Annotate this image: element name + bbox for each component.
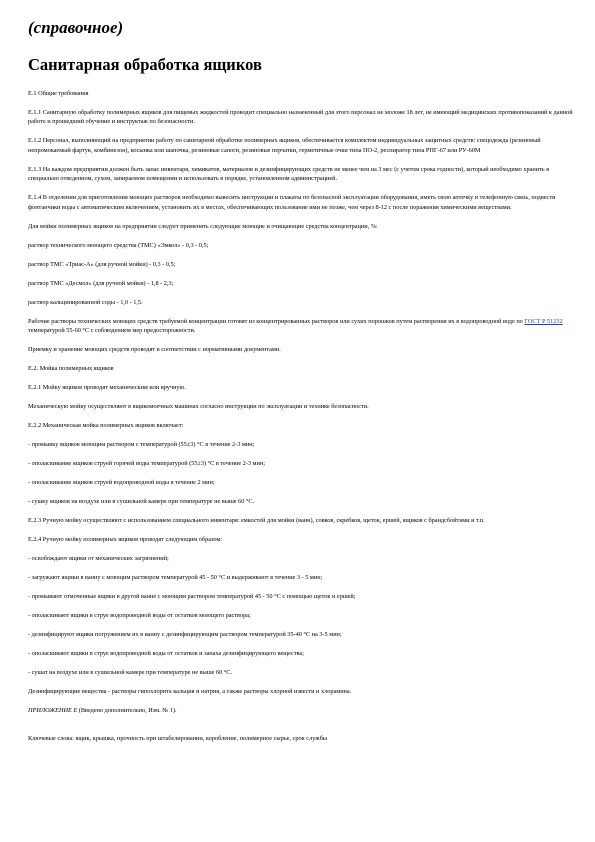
paragraph-e2-2: Е.2.2 Механическая мойка полимерных ящиков включает: [28, 422, 184, 430]
list-item-manual-step: - промывают отмоченные ящики в другой ванне с моющим раствором температурой 45 - 50 °С с помощью щеток и ершей; [28, 593, 356, 601]
list-item-manual-step: - освобождают ящики от механических загрязнений; [28, 555, 169, 563]
paragraph-e1-3: Е.1.3 На каждом предприятии должен быть запас инвентаря, химикатов, материалов и дезинфицирующих средств не менее чем на 3 мес (с учетом срока годности), который необходимо хранить в специально отведенном, сухом, запираемом помещении и использовать в порядке, установленном администрацией. [28, 165, 550, 183]
list-item-manual-step: - дезинфицируют ящики погружением их в ванну с дезинфицирующим раствором температурой 35-40 °С на 3-5 мин; [28, 631, 342, 639]
list-item-manual-step: - сушат на воздухе или в сушильной камере при температуре не выше 60 °С. [28, 669, 233, 677]
paragraph-e2-3: Е.2.3 Ручную мойку осуществляют с использованием специального инвентаря: емкостей для мойки (ванн), совков, скребков, щеток, ершей, ящиков с брандсбойтами и т.п. [28, 517, 485, 525]
list-item-detergent-trias: раствор ТМС «Триас-А» (для ручной мойки) - 0,3 - 0,5; [28, 260, 176, 268]
paragraph-text: температурой 55-60 °С с соблюдением мер предосторожности. [28, 327, 196, 335]
list-item-wash-step: - сушку ящиков на воздухе или в сушильной камере при температуре не выше 60 °С. [28, 498, 255, 506]
paragraph-acceptance-storage: Приемку и хранение моющих средств проводят в соответствии с нормативными документами. [28, 346, 281, 354]
appendix-reference: ПРИЛОЖЕНИЕ Е [28, 707, 78, 715]
appendix-mark: (справочное) [28, 18, 124, 37]
paragraph-e2-4: Е.2.4 Ручную мойку полимерных ящиков проводят следующим образом: [28, 536, 223, 544]
section-heading-e2: Е.2. Мойка полимерных ящиков [28, 365, 114, 373]
keywords: Ключевые слова: ящик, крышка, прочность при штабелировании, коробление, полимерное сырье, срок службы [28, 735, 328, 743]
list-item-wash-step: - промывку ящиков моющим раствором с температурой (55±3) °С в течение 2-3 мин; [28, 441, 255, 449]
paragraph-working-solutions [28, 317, 573, 336]
gost-link[interactable]: ГОСТ Р 51232 [524, 317, 563, 325]
paragraph-e2-1: Е.2.1 Мойку ящиков проводят механическим или вручную. [28, 384, 186, 392]
list-item-wash-step: - ополаскивание ящиков струей водопроводной воды в течение 2 мин; [28, 479, 215, 487]
list-item-manual-step: - загружают ящики в ванну с моющим раствором температурой 45 - 50 °С и выдерживают в течение 3 - 5 мин; [28, 574, 323, 582]
list-item-detergent-desmol: раствор ТМС «Десмол» (для ручной мойки) - 1,8 - 2,3; [28, 279, 174, 287]
paragraph-detergents-intro: Для мойки полимерных ящиков на предприятии следует применять следующие моющие и очищающие средства концентрации, %: [28, 222, 378, 230]
list-item-manual-step: - ополаскивают ящики в струе водопроводной воды от остатков моющего раствора; [28, 612, 251, 620]
paragraph-e1-2: Е.1.2 Персонал, выполняющий на предприятии работу по санитарной обработке полимерных ящиков, обеспечивается комплектом индивидуальных защитных средств: спецодежда (резиновый непромокаемый фартук, комбинезон), косынка или шапочка, резиновые сапоги, резиновые перчатки, герметичные очки типа ПО-2, респиратор типа РПГ-67 или РУ-60М [28, 137, 541, 154]
list-item-detergent-emkol: раствор технического моющего средства (ТМС) «Эмкол» - 0,3 - 0,5; [28, 241, 209, 249]
list-item-wash-step: - ополаскивание ящиков струей горячей воды температурой (55±3) °С в течение 2-3 мин; [28, 460, 265, 468]
paragraph-text: Рабочие растворы технических моющих средств требуемой концентрации готовят из концентрированных растворов или сухих порошков путем растворения их в водопроводной воде по [28, 317, 525, 325]
section-heading-e1: Е.1 Общие требования [28, 90, 89, 97]
paragraph-e1-1: Е.1.1 Санитарную обработку полимерных ящиков для пищевых жидкостей проводит специально назначенный для этого персонал не моложе 18 лет, не имеющий медицинских противопоказаний к данной работе и прошедший обучение и инструктаж по безопасности. [28, 109, 573, 126]
document-page [28, 18, 573, 744]
amendment-note: (Введено дополнительно, Изм. № 1). [77, 707, 177, 715]
paragraph-appendix-note [28, 706, 573, 715]
paragraph-disinfectants: Дезинфицирующие вещества - растворы гипохлорита кальция и натрия, а также растворы хлорной извести и хлорамина. [28, 688, 352, 696]
page-title: Санитарная обработка ящиков [28, 55, 262, 74]
list-item-soda-solution: раствор кальцинированной соды - 1,0 - 1,5. [28, 298, 143, 306]
paragraph-e1-4: Е.1.4 В отделении для приготовления моющих растворов необходимо вывесить инструкции и плакаты по безопасной эксплуатации оборудования, иметь свою аптечку и телефонную связь, подвести фонтанчики воды с автоматическим включением, установить их в местах, обеспечивающих пользование ими не позже, чем через 8-12 с после поражения химическими веществами. [28, 194, 556, 211]
list-item-manual-step: - ополаскивают ящики в струе водопроводной воды от остатков и запаха дезинфицирующего вещества; [28, 650, 304, 658]
paragraph-mechanical-washing: Механическую мойку осуществляют в ящикомоечных машинах согласно инструкции по эксплуатации и технике безопасности. [28, 403, 369, 411]
